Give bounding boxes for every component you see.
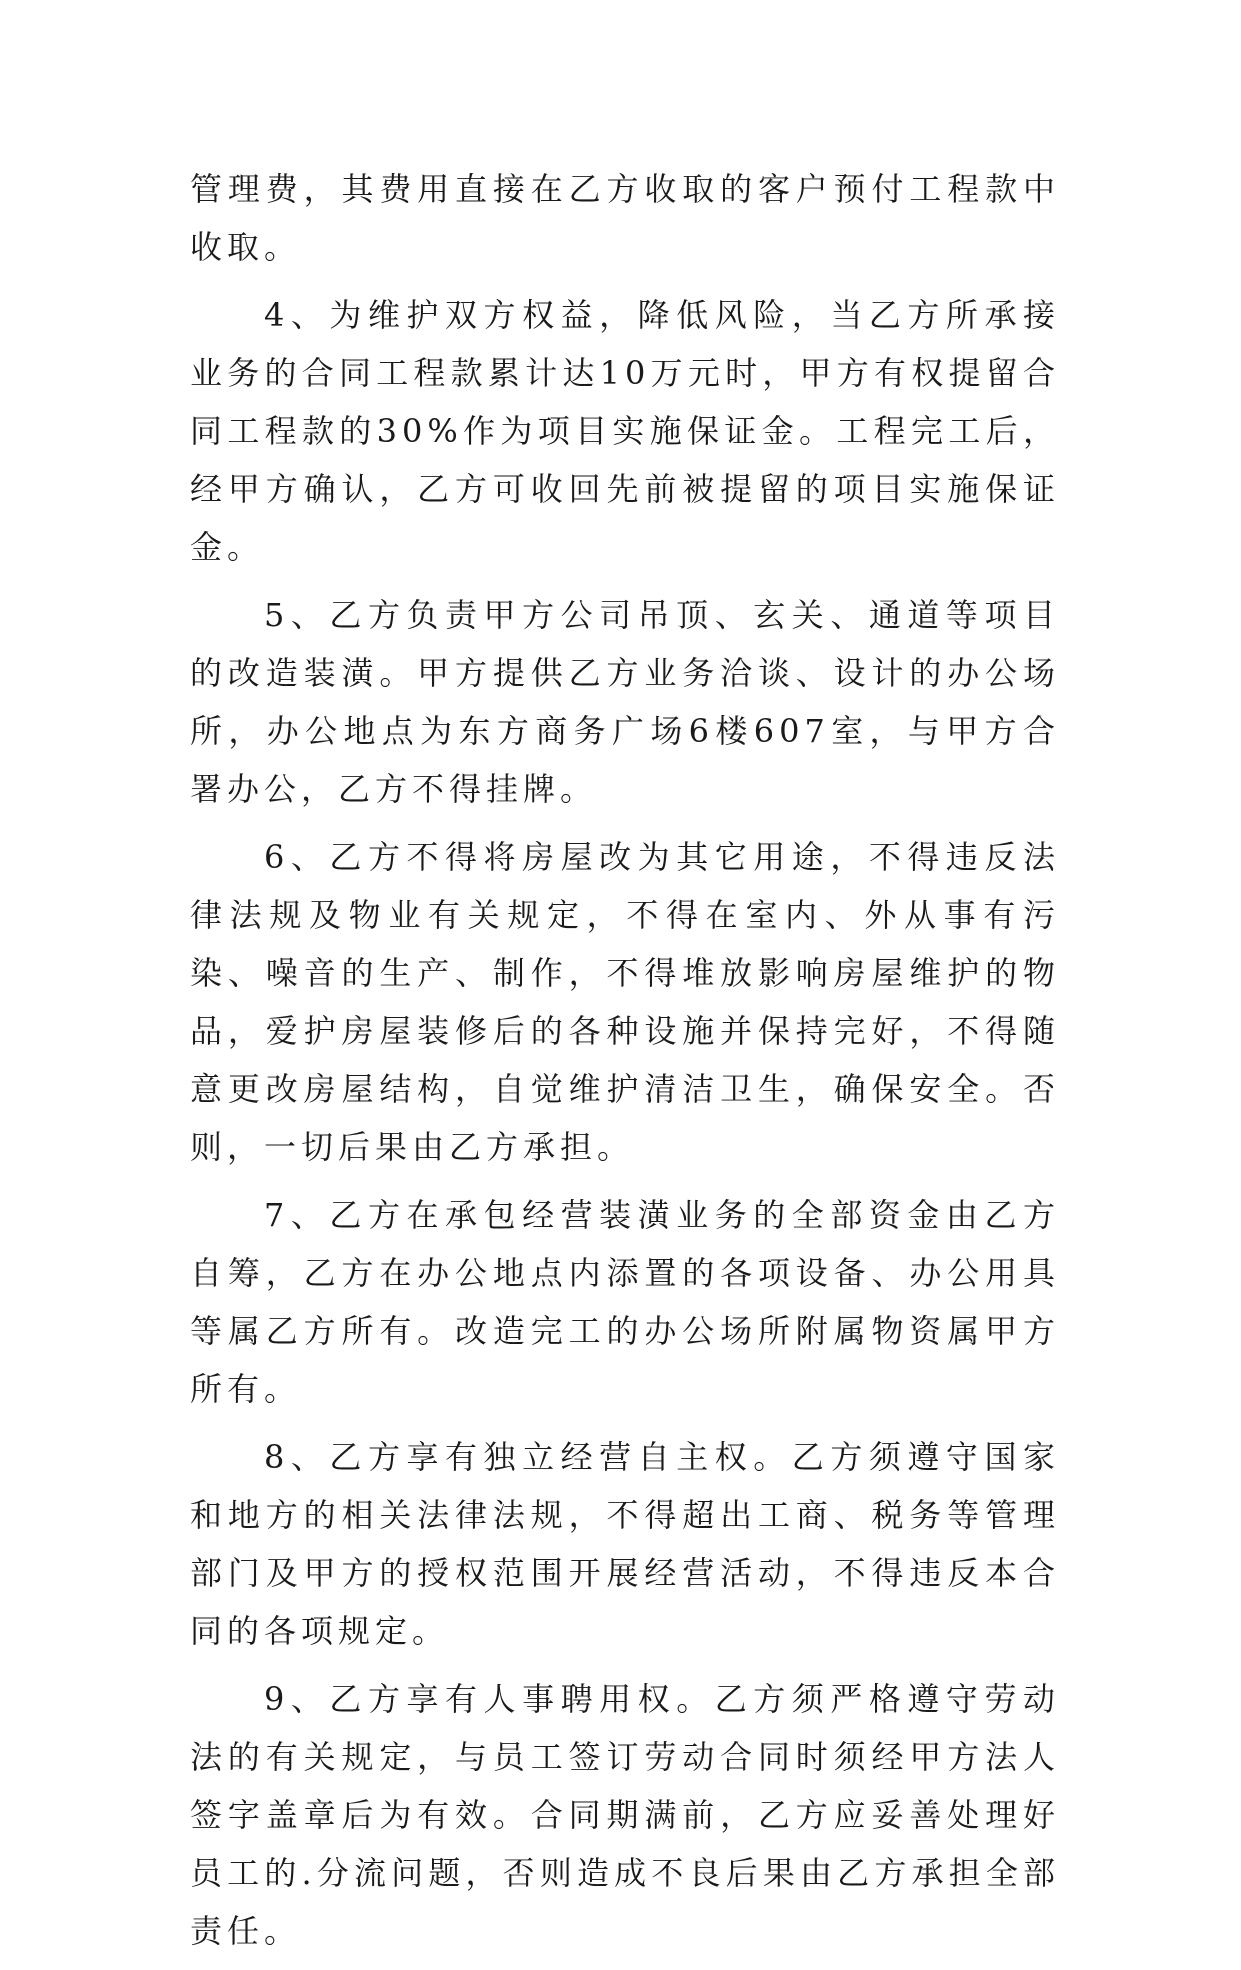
clause-8-paragraph: 8、乙方享有独立经营自主权。乙方须遵守国家和地方的相关法律法规，不得超出工商、税务等管理部门及甲方的授权范围开展经营活动，不得违反本合同的各项规定。 — [190, 1438, 1060, 1650]
clause-9-paragraph: 9、乙方享有人事聘用权。乙方须严格遵守劳动法的有关规定，与员工签订劳动合同时须经甲方法人签字盖章后为有效。合同期满前，乙方应妥善处理好员工的.分流问题，否则造成不良后果由乙方承担全部责任。 — [190, 1680, 1060, 1950]
clause-5-paragraph: 5、乙方负责甲方公司吊顶、玄关、通道等项目的改造装潢。甲方提供乙方业务洽谈、设计的办公场所，办公地点为东方商务广场6楼607室，与甲方合署办公，乙方不得挂牌。 — [190, 596, 1060, 808]
clause-6-paragraph: 6、乙方不得将房屋改为其它用途，不得违反法律法规及物业有关规定，不得在室内、外从事有污染、噪音的生产、制作，不得堆放影响房屋维护的物品，爱护房屋装修后的各种设施并保持完好，不得随意更改房屋结构，自觉维护清洁卫生，确保安全。否则，一切后果由乙方承担。 — [190, 838, 1060, 1166]
document-body — [190, 160, 1060, 1970]
clause-4-paragraph: 4、为维护双方权益，降低风险，当乙方所承接业务的合同工程款累计达10万元时，甲方有权提留合同工程款的30%作为项目实施保证金。工程完工后，经甲方确认，乙方可收回先前被提留的项目实施保证金。 — [190, 296, 1060, 566]
paragraph-continuation: 管理费，其费用直接在乙方收取的客户预付工程款中收取。 — [190, 170, 1060, 266]
clause-7-paragraph: 7、乙方在承包经营装潢业务的全部资金由乙方自筹，乙方在办公地点内添置的各项设备、办公用具等属乙方所有。改造完工的办公场所附属物资属甲方所有。 — [190, 1196, 1060, 1408]
